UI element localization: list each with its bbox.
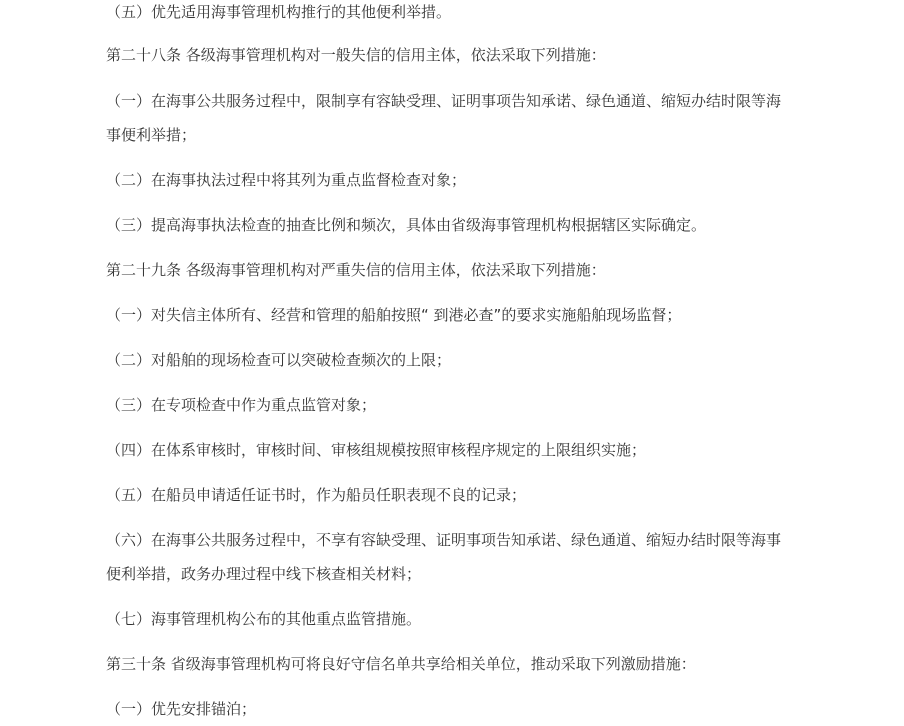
article-29-heading: 第二十九条 各级海事管理机构对严重失信的信用主体，依法采取下列措施： bbox=[106, 261, 606, 279]
paragraph-item-4: （四）在体系审核时，审核时间、审核组规模按照审核程序规定的上限组织实施； bbox=[106, 441, 647, 459]
paragraph-item-5: （五）优先适用海事管理机构推行的其他便利举措。 bbox=[106, 3, 452, 21]
paragraph-item-1: （一）优先安排锚泊； bbox=[106, 700, 257, 718]
paragraph-item-5: （五）在船员申请适任证书时，作为船员任职表现不良的记录； bbox=[106, 486, 527, 504]
paragraph-item-3: （三）在专项检查中作为重点监管对象； bbox=[106, 396, 377, 414]
paragraph-item-6: （六）在海事公共服务过程中，不享有容缺受理、证明事项告知承诺、绿色通道、缩短办结时限等海事便利举措，政务办理过程中线下核查相关材料； bbox=[106, 531, 782, 583]
paragraph-item-3: （三）提高海事执法检查的抽查比例和频次，具体由省级海事管理机构根据辖区实际确定。 bbox=[106, 216, 707, 234]
paragraph-item-1: （一）对失信主体所有、经营和管理的船舶按照“ 到港必查”的要求实施船舶现场监督； bbox=[106, 306, 682, 324]
article-30-heading: 第三十条 省级海事管理机构可将良好守信名单共享给相关单位，推动采取下列激励措施： bbox=[106, 655, 696, 673]
paragraph-item-2: （二）在海事执法过程中将其列为重点监督检查对象； bbox=[106, 171, 467, 189]
article-28-heading: 第二十八条 各级海事管理机构对一般失信的信用主体，依法采取下列措施： bbox=[106, 46, 606, 64]
paragraph-item-1: （一）在海事公共服务过程中，限制享有容缺受理、证明事项告知承诺、绿色通道、缩短办结时限等海事便利举措； bbox=[106, 92, 782, 144]
paragraph-item-2: （二）对船舶的现场检查可以突破检查频次的上限； bbox=[106, 351, 452, 369]
paragraph-item-7: （七）海事管理机构公布的其他重点监管措施。 bbox=[106, 610, 422, 628]
